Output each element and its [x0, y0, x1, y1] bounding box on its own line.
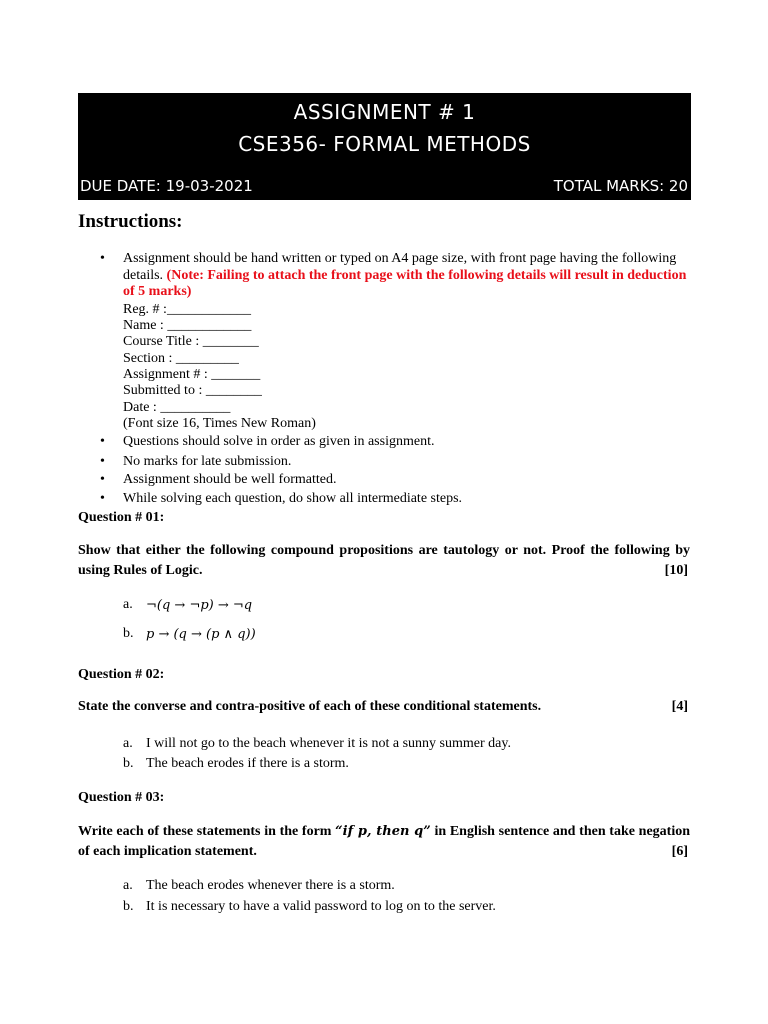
proposition-a: ¬(q → ¬p) → ¬q	[146, 598, 253, 613]
question-1-heading: Question # 01:	[78, 510, 165, 525]
statement-b: It is necessary to have a valid password to log on to the server.	[146, 899, 496, 914]
form-field-course-title: Course Title : ________	[123, 334, 259, 349]
question-3-text-before: Write each of these statements in the form	[78, 824, 332, 839]
total-marks: TOTAL MARKS: 20	[553, 177, 688, 195]
instructions-heading: Instructions:	[78, 211, 183, 232]
item-label: b.	[123, 899, 134, 914]
item-label: b.	[123, 626, 134, 641]
statement-a: The beach erodes whenever there is a storm.	[146, 878, 395, 893]
item-label: a.	[123, 736, 133, 751]
form-field-assignment: Assignment # : _______	[123, 367, 261, 382]
question-3-marks: [6]	[671, 844, 688, 859]
assignment-header	[78, 93, 691, 200]
deduction-note: (Note: Failing to attach the front page with the following details will result in deduction of 5 marks)	[123, 267, 687, 299]
statement-a: I will not go to the beach whenever it is not a sunny summer day.	[146, 736, 511, 751]
instruction-item	[123, 251, 691, 301]
form-field-name: Name : ____________	[123, 318, 252, 333]
proposition-b: p → (q → (p ∧ q))	[146, 627, 256, 642]
question-2-marks: [4]	[671, 699, 688, 714]
instruction-text: Assignment should be hand written or typed on A4 page size, with front page having the following details.	[123, 251, 677, 283]
form-field-reg: Reg. # :____________	[123, 302, 251, 317]
instruction-item: No marks for late submission.	[123, 454, 292, 469]
font-note: (Font size 16, Times New Roman)	[123, 416, 316, 431]
instruction-item: Assignment should be well formatted.	[123, 472, 337, 487]
form-field-submitted-to: Submitted to : ________	[123, 383, 262, 398]
question-3-text-after: in English sentence and then take negation of each implication statement.	[78, 824, 691, 859]
item-label: a.	[123, 597, 133, 612]
question-2-heading: Question # 02:	[78, 667, 165, 682]
form-field-section: Section : _________	[123, 351, 239, 366]
question-2-text: State the converse and contra-positive of each of these conditional statements.	[78, 699, 542, 714]
question-1-text: Show that either the following compound propositions are tautology or not. Proof the following by using Rules of Logic.	[78, 543, 690, 578]
question-1-marks: [10]	[664, 563, 688, 578]
due-date: DUE DATE: 19-03-2021	[80, 177, 253, 195]
if-then-form: “if p, then q”	[335, 824, 431, 839]
instruction-item: Questions should solve in order as given in assignment.	[123, 434, 435, 449]
question-3-text	[78, 822, 690, 862]
course-title: CSE356- FORMAL METHODS	[238, 132, 531, 156]
item-label: a.	[123, 878, 133, 893]
statement-b: The beach erodes if there is a storm.	[146, 756, 349, 771]
instruction-item: While solving each question, do show all intermediate steps.	[123, 491, 463, 506]
assignment-title: ASSIGNMENT # 1	[293, 100, 476, 124]
question-3-heading: Question # 03:	[78, 790, 165, 805]
form-field-date: Date : __________	[123, 400, 231, 415]
item-label: b.	[123, 756, 134, 771]
